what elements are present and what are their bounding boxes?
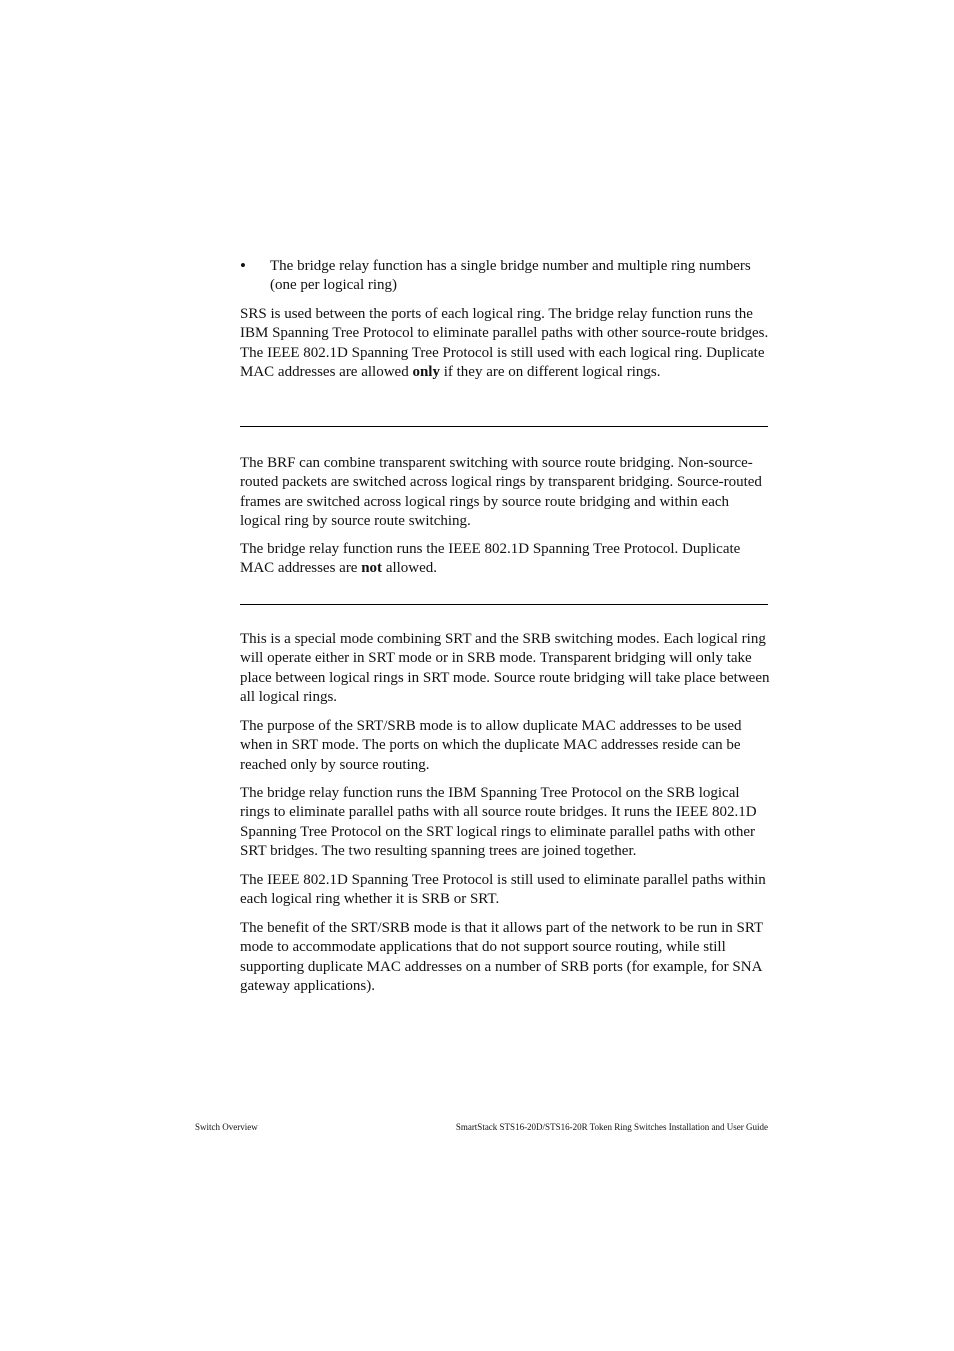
srt-srb-paragraph-3: The bridge relay function runs the IBM Spanning Tree Protocol on the SRB logical rings to eliminate parallel paths with all source route bridges. It runs the IEEE 802.1D Spanning Tree Protocol on the SRT logical rings to eliminate parallel paths with other SRT bridges. The two resulting spanning trees are joined together. <box>240 785 757 859</box>
srt-srb-paragraph-1: This is a special mode combining SRT and the SRB switching modes. Each logical ring will operate either in SRT mode or in SRB mode. Transparent bridging will only take place between logical rings in SRT mode. Source route bridging will take place between all logical rings. <box>240 631 770 705</box>
srs-paragraph <box>240 305 770 382</box>
brf-paragraph-1: The BRF can combine transparent switching with source route bridging. Non-source-routed packets are switched across logical rings by transparent bridging. Source-routed frames are switched across logical rings by source route bridging and within each logical ring by source route switching. <box>240 455 762 529</box>
bullet-text: The bridge relay function has a single bridge number and multiple ring numbers (one per logical ring) <box>270 258 751 294</box>
section-divider-1 <box>240 426 768 427</box>
brf-paragraph-2 <box>240 540 770 579</box>
footer-section-title: Switch Overview <box>195 1122 258 1132</box>
srt-srb-paragraph-2: The purpose of the SRT/SRB mode is to allow duplicate MAC addresses to be used when in SRT mode. The ports on which the duplicate MAC addresses reside can be reached only by source routing. <box>240 718 742 773</box>
srs-emphasis-only: only <box>412 363 440 380</box>
srt-srb-paragraph-5: The benefit of the SRT/SRB mode is that it allows part of the network to be run in SRT mode to accommodate applications that do not support source routing, while still supporting duplicate MAC addresses on a number of SRB ports (for example, for SNA gateway applications). <box>240 920 763 994</box>
srs-paragraph-text: SRS is used between the ports of each logical ring. The bridge relay function runs the IBM Spanning Tree Protocol to eliminate parallel paths with other source-route bridges. The IEEE 802.1D Spanning Tree Protocol is still used with each logical ring. Duplicate MAC addresses are allowed <box>240 306 769 380</box>
brf-paragraph-2-text: The bridge relay function runs the IEEE 802.1D Spanning Tree Protocol. Duplicate MAC addresses are <box>240 541 741 577</box>
srt-srb-paragraph-4: The IEEE 802.1D Spanning Tree Protocol is still used to eliminate parallel paths within each logical ring whether it is SRB or SRT. <box>240 872 766 908</box>
bullet-dot: • <box>240 256 246 275</box>
brf-emphasis-not: not <box>361 560 383 577</box>
srs-paragraph-tail: if they are on different logical rings. <box>439 363 661 380</box>
brf-paragraph-2-tail: allowed. <box>382 560 438 577</box>
footer-document-title: SmartStack STS16-20D/STS16-20R Token Ring Switches Installation and User Guide <box>455 1122 768 1132</box>
section-divider-2 <box>240 604 768 605</box>
